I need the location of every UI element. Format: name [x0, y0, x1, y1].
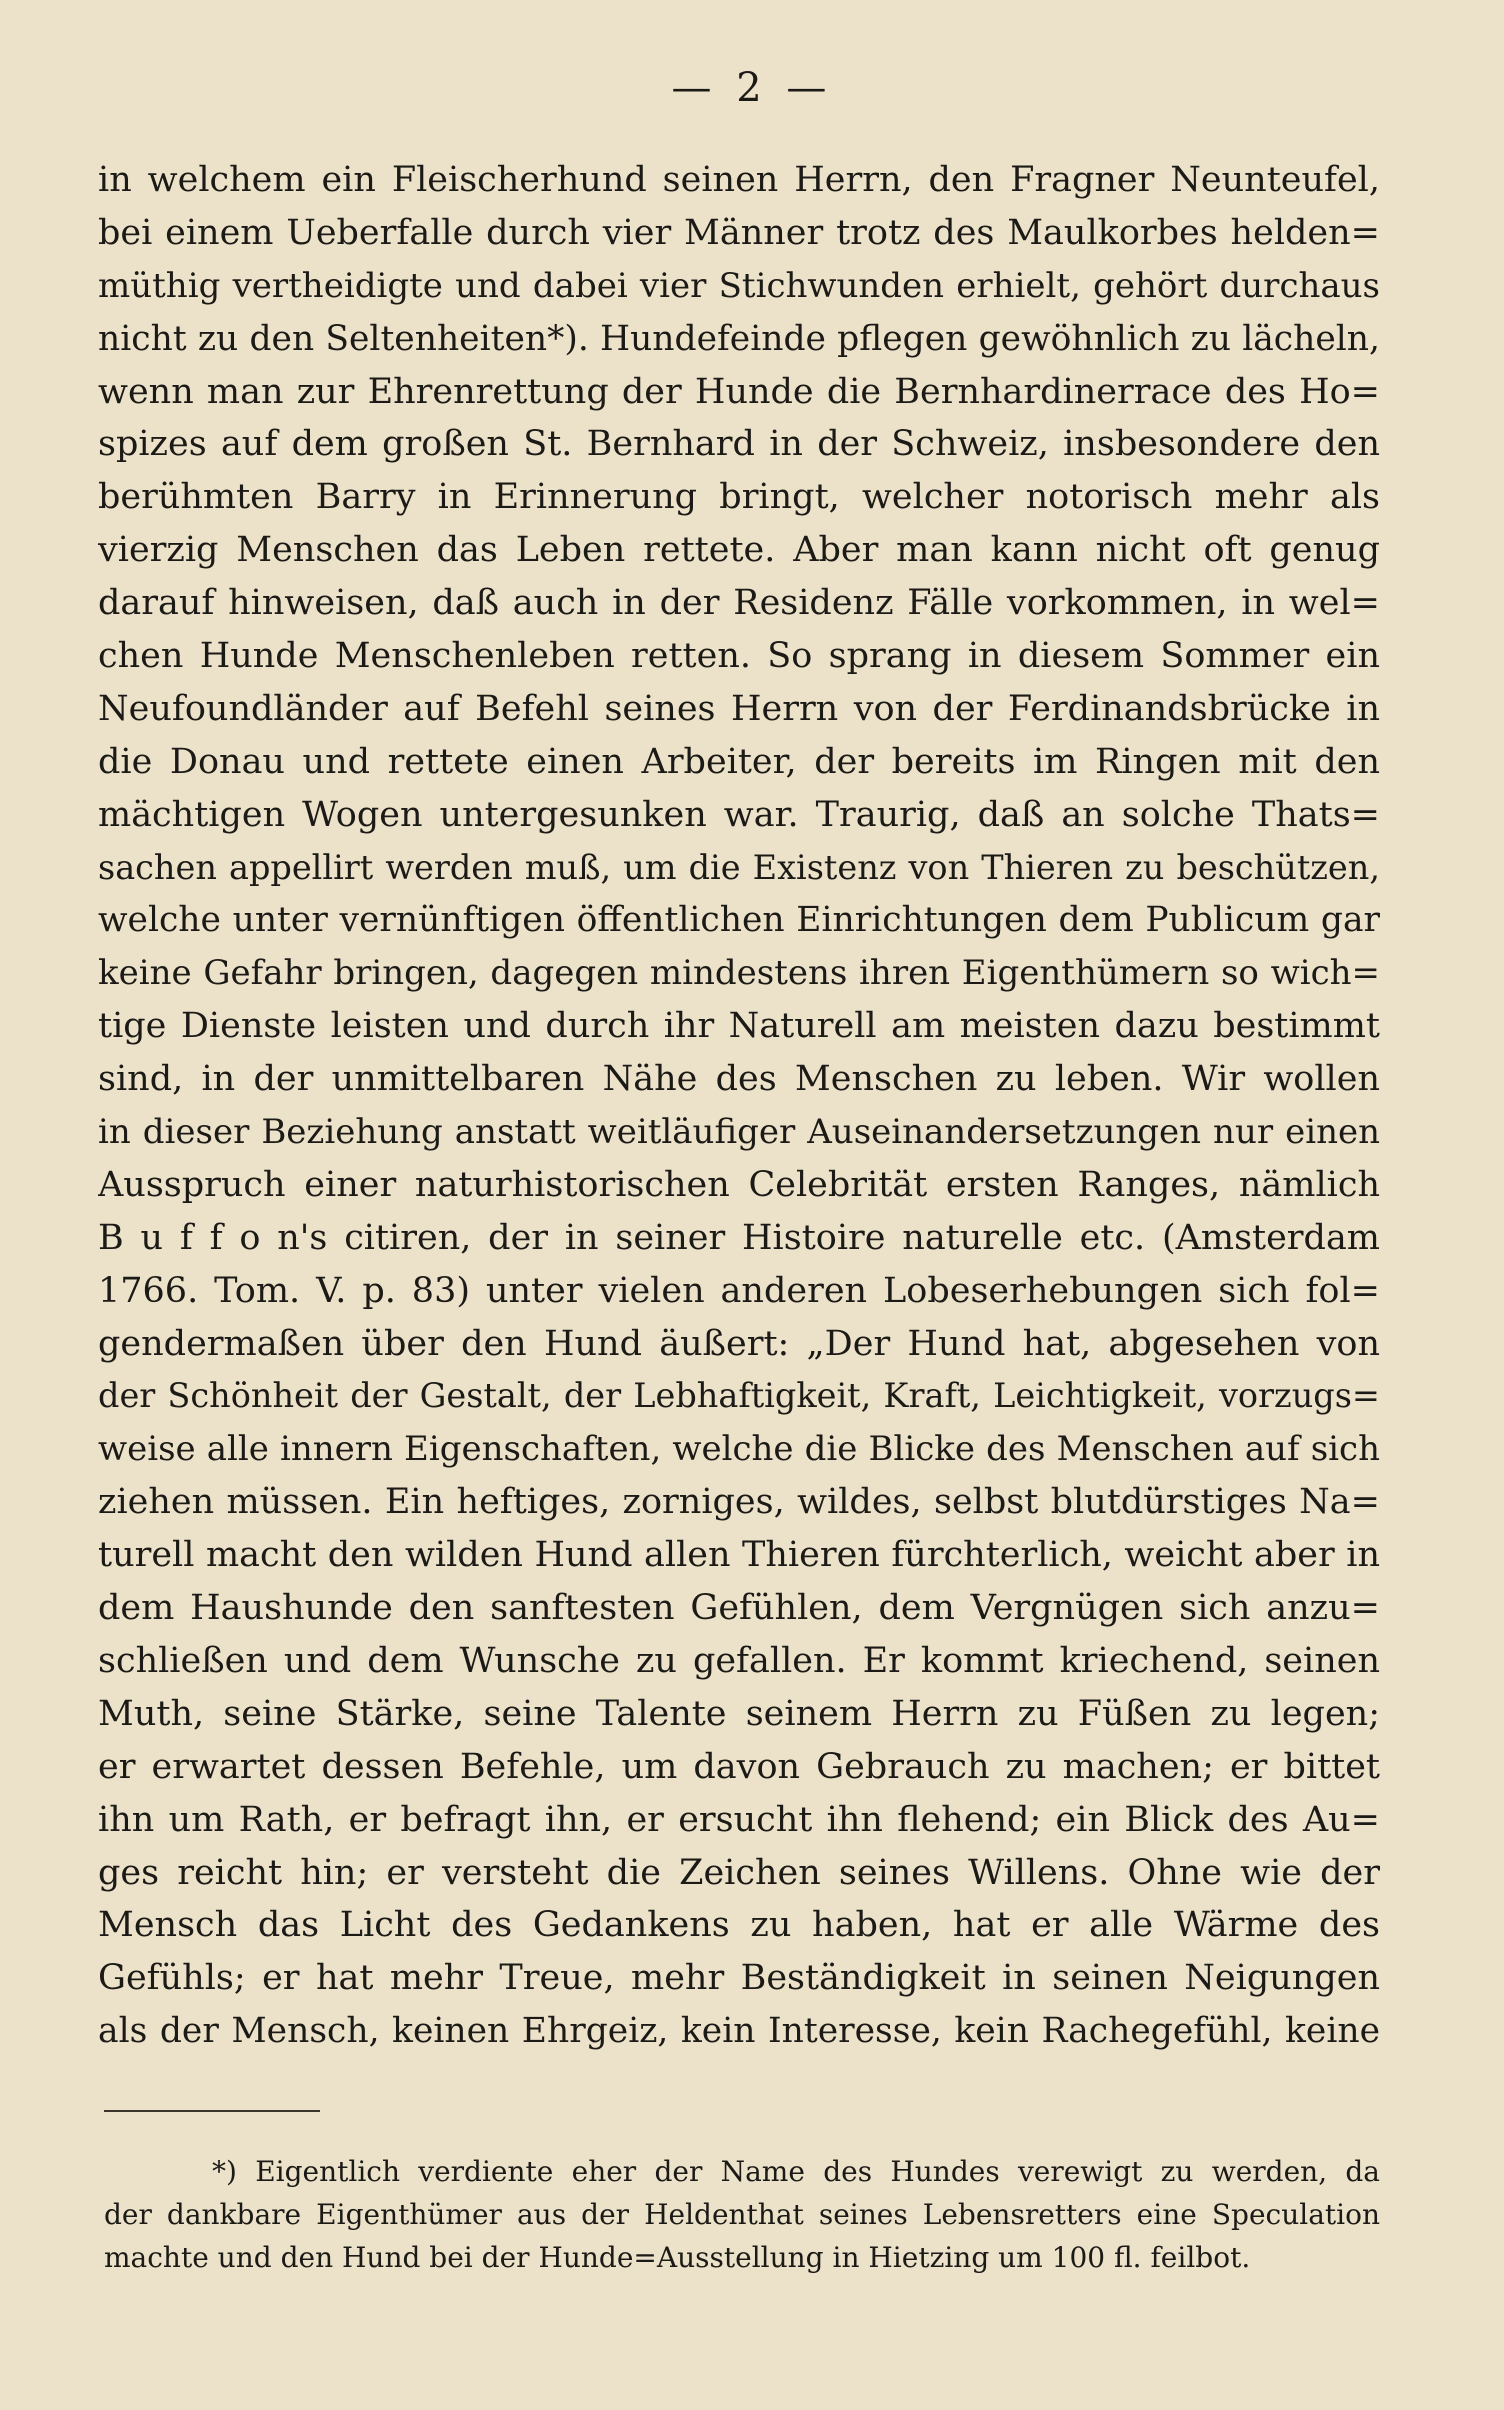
text-line: keine Gefahr bringen, dagegen mindestens ihren Eigenthümern so wich= [98, 953, 1380, 994]
text-line: vierzig Menschen das Leben rettete. Aber man kann nicht oft genug [98, 530, 1380, 571]
text-line: turell macht den wilden Hund allen Thieren fürchterlich, weicht aber in [98, 1535, 1380, 1576]
text-line: welche unter vernünftigen öffentlichen Einrichtungen dem Publicum gar [98, 900, 1380, 941]
text-line: müthig vertheidigte und dabei vier Stichwunden erhielt, gehört durchaus [98, 265, 1380, 306]
text-line: Muth, seine Stärke, seine Talente seinem Herrn zu Füßen zu legen; [98, 1693, 1380, 1734]
text-line: sachen appellirt werden muß, um die Existenz von Thieren zu beschützen, [98, 847, 1380, 887]
text-line: der Schönheit der Gestalt, der Lebhaftigkeit, Kraft, Leichtigkeit, vorzugs= [98, 1376, 1380, 1416]
text-line: darauf hinweisen, daß auch in der Residenz Fälle vorkommen, in wel= [98, 583, 1380, 624]
text-line: tige Dienste leisten und durch ihr Naturell am meisten dazu bestimmt [98, 1006, 1380, 1047]
footnote-line: der dankbare Eigenthümer aus der Heldenthat seines Lebensretters eine Speculation [104, 2198, 1380, 2231]
text-line: nicht zu den Seltenheiten*). Hundefeinde pflegen gewöhnlich zu lächeln, [98, 318, 1380, 359]
text-line: Gefühls; er hat mehr Treue, mehr Beständigkeit in seinen Neigungen [98, 1958, 1380, 1999]
footnote-line: *) Eigentlich verdiente eher der Name des Hundes verewigt zu werden, da [212, 2155, 1380, 2188]
main-text-block [98, 154, 1380, 2058]
text-line: sind, in der unmittelbaren Nähe des Menschen zu leben. Wir wollen [98, 1059, 1380, 1100]
text-line: weise alle innern Eigenschaften, welche die Blicke des Menschen auf sich [98, 1429, 1380, 1470]
footnote-block [104, 2150, 1380, 2279]
text-line: er erwartet dessen Befehle, um davon Gebrauch zu machen; er bittet [98, 1746, 1380, 1787]
text-line: 1766. Tom. V. p. 83) unter vielen anderen Lobeserhebungen sich fol= [98, 1270, 1380, 1311]
text-line: bei einem Ueberfalle durch vier Männer trotz des Maulkorbes helden= [98, 212, 1380, 253]
text-line: gendermaßen über den Hund äußert: „Der Hund hat, abgesehen von [98, 1323, 1380, 1364]
page-number: — 2 — [671, 65, 833, 111]
text-line: ziehen müssen. Ein heftiges, zorniges, wildes, selbst blutdürstiges Na= [98, 1482, 1380, 1523]
text-line: spizes auf dem großen St. Bernhard in der Schweiz, insbesondere den [98, 424, 1380, 465]
text-line: dem Haushunde den sanftesten Gefühlen, dem Vergnügen sich anzu= [98, 1588, 1380, 1629]
text-line: als der Mensch, keinen Ehrgeiz, kein Interesse, kein Rachegefühl, keine [98, 2011, 1380, 2052]
text-line: die Donau und rettete einen Arbeiter, der bereits im Ringen mit den [98, 741, 1380, 782]
text-line: Neufoundländer auf Befehl seines Herrn von der Ferdinandsbrücke in [98, 688, 1380, 729]
text-line: Mensch das Licht des Gedankens zu haben, hat er alle Wärme des [98, 1905, 1380, 1946]
text-line: mächtigen Wogen untergesunken war. Traurig, daß an solche Thats= [98, 794, 1380, 835]
footnote-line: machte und den Hund bei der Hunde=Ausstellung in Hietzing um 100 fl. feilbot. [104, 2241, 1251, 2274]
text-line: ihn um Rath, er befragt ihn, er ersucht ihn flehend; ein Blick des Au= [98, 1799, 1380, 1840]
text-line: chen Hunde Menschenleben retten. So sprang in diesem Sommer ein [98, 636, 1380, 677]
text-line: in welchem ein Fleischerhund seinen Herrn, den Fragner Neunteufel, [98, 160, 1380, 200]
text-line: B u f f o n's citiren, der in seiner Histoire naturelle etc. (Amsterdam [98, 1217, 1380, 1258]
text-line: ges reicht hin; er versteht die Zeichen seines Willens. Ohne wie der [98, 1852, 1380, 1893]
text-line: berühmten Barry in Erinnerung bringt, welcher notorisch mehr als [98, 477, 1380, 518]
text-line: Ausspruch einer naturhistorischen Celebrität ersten Ranges, nämlich [98, 1164, 1380, 1205]
text-line: in dieser Beziehung anstatt weitläufiger Auseinandersetzungen nur einen [98, 1112, 1380, 1153]
text-line: wenn man zur Ehrenrettung der Hunde die Bernhardinerrace des Ho= [98, 371, 1380, 412]
text-line: schließen und dem Wunsche zu gefallen. Er kommt kriechend, seinen [98, 1640, 1380, 1681]
footnote-divider [104, 2110, 320, 2112]
